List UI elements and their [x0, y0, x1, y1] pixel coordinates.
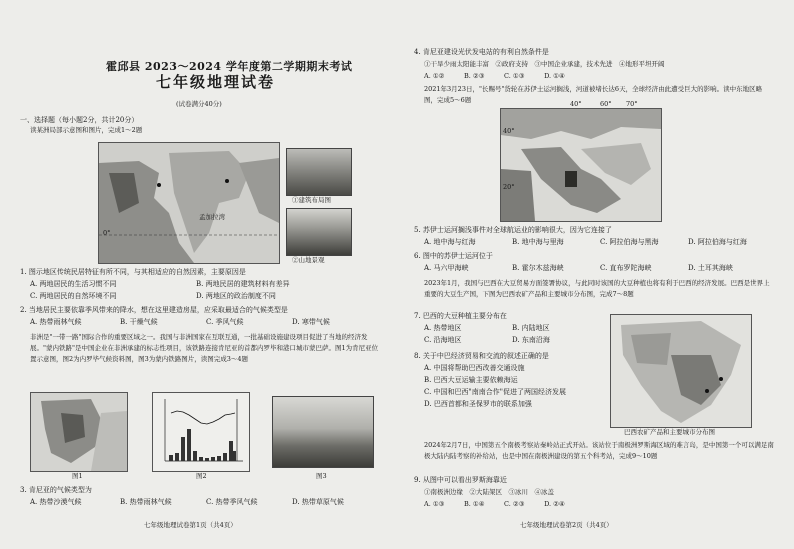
- question-2: 2. 当地居民主要依靠季风带来的降水，想在这里建造房屋，应采取最适合的气候类型是: [20, 306, 288, 314]
- climate-chart-svg: [153, 393, 249, 471]
- q5-option-c: C. 阿拉伯海与黑海: [600, 238, 659, 246]
- q2-option-d: D. 寒带气候: [292, 318, 330, 326]
- q1-option-d: D. 两地区的政治制度不同: [196, 292, 276, 300]
- q9-answers: A. ①③ B. ①④ C. ②③ D. ②④: [424, 500, 565, 508]
- q9-statements: ①南极洲边缘 ②大陆架区 ③冰川 ④冰盖: [424, 488, 554, 496]
- intro-1: 读某洲局部示意图和图片，完成1～2题: [30, 126, 143, 134]
- question-8: 8. 关于中巴经济贸易和交流的叙述正确的是: [414, 352, 549, 360]
- q8-option-c: C. 中国和巴西"南南合作"促进了两国经济发展: [424, 388, 566, 396]
- asia-map-figure: [98, 142, 280, 264]
- map-lat-40: 40°: [503, 127, 515, 135]
- passage-3: 2021年3月23日，"长赐号"货轮在苏伊士运河搁浅，河道被堵长达6天，全球经济由此遭受巨大的影响。读中东地区略图，完成5～6题: [424, 85, 763, 104]
- climate-chart: [152, 392, 250, 472]
- brazil-map: [610, 314, 752, 428]
- question-7: 7. 巴西的大豆种植主要分布在: [414, 312, 507, 320]
- brazil-map-svg: [611, 315, 751, 427]
- q2-option-a: A. 热带雨林气候: [30, 318, 82, 326]
- footer-left: 七年级地理试卷第1页（共4页）: [144, 521, 237, 529]
- q1-option-b: B. 两地民居的建筑材料有差异: [196, 280, 290, 288]
- q7-option-d: D. 东南沿海: [512, 336, 550, 344]
- section-1-heading: 一、选择题（每小题2分，共计20分）: [20, 116, 139, 124]
- question-4: 4. 肯尼亚建设光伏发电站的有利自然条件是: [414, 48, 549, 56]
- q2-option-c: C. 季风气候: [206, 318, 244, 326]
- page-right: [410, 20, 782, 540]
- map-label-0: 0°: [103, 229, 111, 237]
- q8-option-b: B. 巴西大豆运输主要依赖海运: [424, 376, 518, 384]
- q5-option-d: D. 阿拉伯海与红海: [688, 238, 747, 246]
- q4-answers: A. ①② B. ②③ C. ①③ D. ①④: [424, 72, 565, 80]
- asia-map-svg: [99, 143, 279, 263]
- q6-option-b: B. 霍尔木兹海峡: [512, 264, 564, 272]
- q4-statements: ①干旱少雨太阳能丰富 ②政府支持 ③中国企业承建，技术先进 ④地形平坦开阔: [424, 60, 665, 68]
- fig3-label: 图3: [316, 472, 327, 480]
- q5-option-a: A. 地中海与红海: [424, 238, 476, 246]
- q6-option-c: C. 直布罗陀海峡: [600, 264, 652, 272]
- page-left: [16, 20, 388, 540]
- q6-option-d: D. 土耳其海峡: [688, 264, 733, 272]
- map-label-bay: 孟加拉湾: [199, 213, 225, 221]
- q8-option-d: D. 巴西首都和圣保罗市的联系加强: [424, 400, 532, 408]
- q1-option-c: C. 两地居民的自然环境不同: [30, 292, 117, 300]
- photo-mountain-caption: ②山地景观: [292, 256, 325, 264]
- photo-building-caption: ①建筑布局图: [292, 196, 331, 204]
- passage-2: 非洲是"一带一路"国际合作的重要区域之一。我国与非洲国家在互联互通，一批基础设施建设项目促进了当地的经济发展。"蒙内铁路"是中国企业在非洲承建的标志性项目，该铁路连接肯尼亚的首都内罗毕和港口城市蒙巴萨。图1为肯尼亚位置示意图，图2为内罗毕气候资料图，图3为蒙内铁路图片，读图完成3～4题: [30, 333, 379, 363]
- brazil-map-caption: 巴西农矿产品和主要城市分布图: [624, 428, 715, 436]
- map-lon-40: 40°: [570, 100, 582, 108]
- kenya-map-svg: [31, 393, 127, 471]
- q1-option-a: A. 两地居民的生活习惯不同: [30, 280, 117, 288]
- question-5: 5. 苏伊士运河搁浅事件对全球航运业的影响很大，因为它连接了: [414, 226, 612, 234]
- q5-option-b: B. 地中海与里海: [512, 238, 564, 246]
- photo-building: [286, 148, 352, 196]
- q6-option-a: A. 马六甲海峡: [424, 264, 469, 272]
- q7-option-c: C. 沿海地区: [424, 336, 462, 344]
- footer-right: 七年级地理试卷第2页（共4页）: [520, 521, 613, 529]
- q2-option-b: B. 干燥气候: [120, 318, 158, 326]
- railway-photo: [272, 396, 374, 468]
- middle-east-map: [500, 108, 662, 222]
- fig2-label: 图2: [196, 472, 207, 480]
- question-3: 3. 肯尼亚的气候类型为: [20, 486, 92, 494]
- question-1: 1. 图示地区传统民居特征有所不同，与其相适应的自然因素，主要原因是: [20, 268, 246, 276]
- score-note: (试卷满分40分): [176, 100, 222, 108]
- q3-option-b: B. 热带雨林气候: [120, 498, 172, 506]
- exam-title: 霍邱县 2023～2024 学年度第二学期期末考试: [106, 60, 353, 73]
- passage-5: 2024年2月7日，中国第五个南极考察站秦岭站正式开站。该站位于南极洲罗斯海区域的难言岛，是中国第一个可以满足南极大陆内陆考察的补给站，也是中国在南极洲建设的第五个科考站，完成9～10题: [424, 441, 774, 460]
- middle-east-map-svg: [501, 109, 661, 221]
- fig1-label: 图1: [72, 472, 83, 480]
- map-lon-70: 70°: [626, 100, 638, 108]
- question-9: 9. 从图中可以看出罗斯海靠近: [414, 476, 507, 484]
- kenya-location-map: [30, 392, 128, 472]
- q3-option-c: C. 热带季风气候: [206, 498, 258, 506]
- q3-option-d: D. 热带草原气候: [292, 498, 344, 506]
- exam-subtitle: 七年级地理试卷: [156, 73, 276, 91]
- map-lon-60: 60°: [600, 100, 612, 108]
- q3-option-a: A. 热带沙漠气候: [30, 498, 82, 506]
- q7-option-a: A. 热带地区: [424, 324, 462, 332]
- map-lat-20: 20°: [503, 183, 515, 191]
- question-6: 6. 图中的苏伊士运河位于: [414, 252, 493, 260]
- photo-mountain: [286, 208, 352, 256]
- passage-4: 2023年1月，我国与巴西在大豆贸易方面签署协议，与此同时该国的大豆种植也将有利于巴西的经济发展。巴西是世界上重要的大豆生产国，下图为巴西农矿产品和主要城市分布图，完成7～8题: [424, 279, 770, 298]
- q7-option-b: B. 内陆地区: [512, 324, 550, 332]
- q8-option-a: A. 中国将帮助巴西改善交通设施: [424, 364, 525, 372]
